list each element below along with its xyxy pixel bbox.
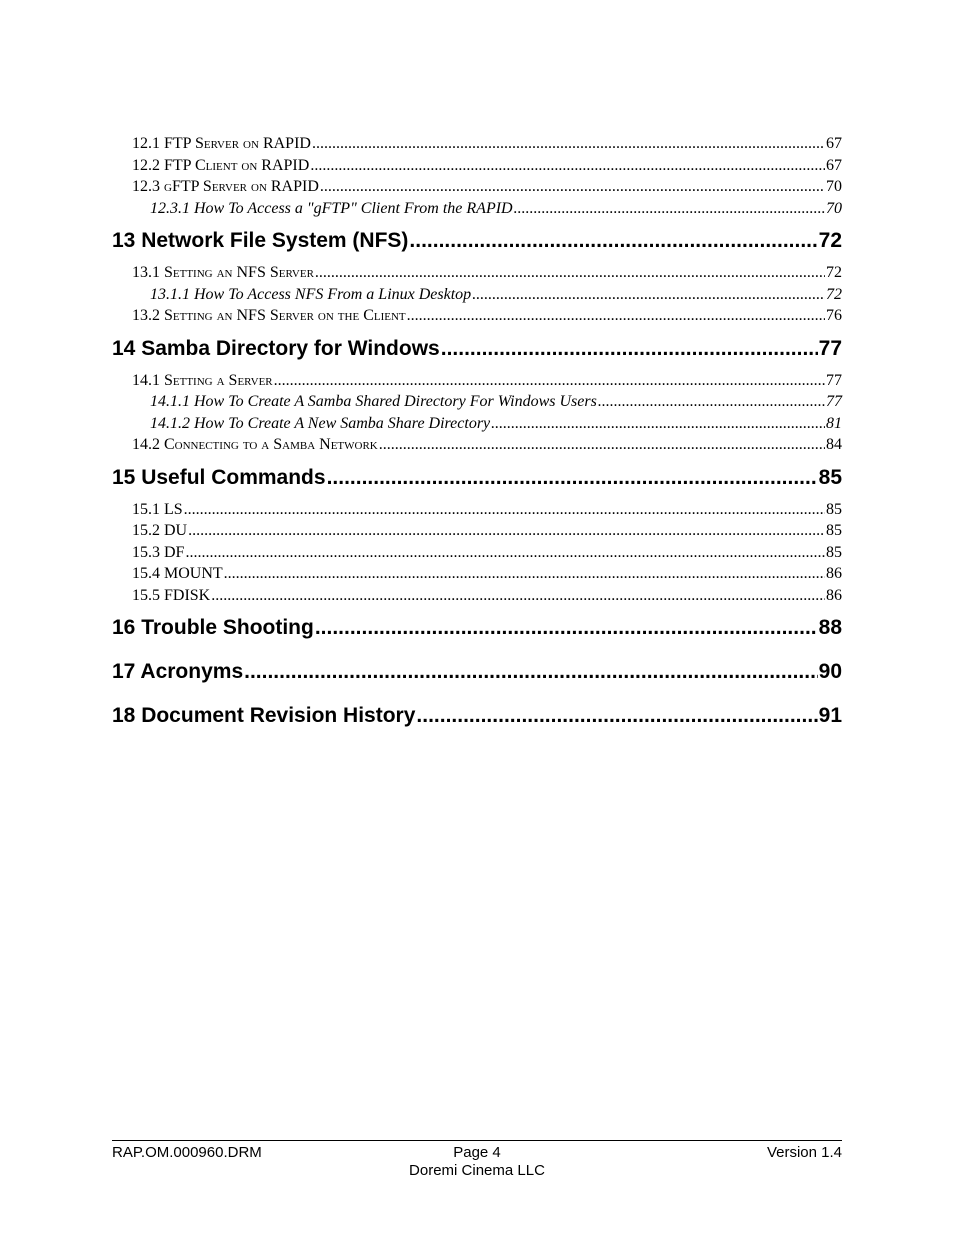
toc-entry-title: Setting an NFS Server xyxy=(164,264,314,281)
toc-entry-number: 15.4 xyxy=(132,565,160,582)
dot-leader xyxy=(211,585,825,607)
toc-entry-14-2[interactable] xyxy=(112,434,842,456)
toc-heading-page: 85 xyxy=(818,465,842,489)
toc-entry-title: Connecting to a Samba Network xyxy=(164,436,378,453)
footer-center xyxy=(112,1144,842,1180)
dot-leader xyxy=(514,198,825,220)
toc-heading-13[interactable] xyxy=(112,227,842,255)
toc-entry-page: 85 xyxy=(826,500,842,518)
toc-entry-number: 15.1 xyxy=(132,500,160,518)
toc-entry-number: 15.5 xyxy=(132,586,160,604)
toc-entry-15-3[interactable] xyxy=(112,542,842,564)
footer-document-id: RAP.OM.000960.DRM xyxy=(112,1144,262,1161)
dot-leader xyxy=(224,563,825,585)
toc-entry-title: FDISK xyxy=(164,586,211,604)
toc-heading-page: 77 xyxy=(818,336,842,360)
toc-heading-title: 14 Samba Directory for Windows xyxy=(112,336,440,360)
toc-entry-page: 72 xyxy=(826,264,842,281)
toc-entry-title: 14.1.2 How To Create A New Samba Share Directory xyxy=(150,414,491,432)
toc-heading-page: 72 xyxy=(818,229,842,252)
toc-entry-number: 14.1 xyxy=(132,371,160,389)
toc-entry-title: 12.3.1 How To Access a "gFTP" Client From the RAPID xyxy=(150,199,513,217)
toc-entry-title: FTP Server on RAPID xyxy=(164,135,311,152)
toc-entry-title: Setting an NFS Server on the Client xyxy=(164,307,406,324)
dot-leader xyxy=(312,133,825,155)
toc-entry-title: FTP Client on RAPID xyxy=(164,156,310,174)
dot-leader xyxy=(598,391,825,413)
toc-entry-number: 13.2 xyxy=(132,307,160,324)
toc-entry-page: 70 xyxy=(826,178,842,195)
toc-entry-12-1[interactable] xyxy=(112,133,842,155)
dot-leader xyxy=(310,155,825,177)
dot-leader xyxy=(188,520,825,542)
toc-entry-page: 77 xyxy=(826,371,842,389)
toc-entry-13-2[interactable] xyxy=(112,305,842,327)
toc-entry-title: MOUNT xyxy=(164,565,223,582)
toc-heading-title: 17 Acronyms xyxy=(112,660,244,683)
toc-entry-page: 67 xyxy=(826,135,842,152)
dot-leader xyxy=(185,542,825,564)
toc-entry-14-1-2[interactable] xyxy=(112,413,842,435)
toc-heading-title: 13 Network File System (NFS) xyxy=(112,229,409,252)
toc-entry-13-1[interactable] xyxy=(112,262,842,284)
toc-entry-15-5[interactable] xyxy=(112,585,842,607)
toc-entry-title: Setting a Server xyxy=(164,371,273,389)
dot-leader xyxy=(315,262,825,284)
dot-leader xyxy=(379,434,825,456)
toc-entry-title: LS xyxy=(164,500,183,518)
dot-leader xyxy=(441,335,818,363)
toc-entry-page: 77 xyxy=(826,393,842,410)
toc-entry-title: DU xyxy=(164,522,188,539)
dot-leader xyxy=(407,305,825,327)
toc-entry-page: 84 xyxy=(826,436,842,453)
toc-entry-12-3[interactable] xyxy=(112,176,842,198)
dot-leader xyxy=(491,413,825,435)
toc-entry-15-1[interactable] xyxy=(112,499,842,521)
toc-heading-17[interactable] xyxy=(112,658,842,686)
toc-heading-page: 88 xyxy=(818,616,842,639)
dot-leader xyxy=(274,370,825,392)
toc-entry-number: 12.1 xyxy=(132,135,160,152)
toc-entry-number: 13.1 xyxy=(132,264,160,281)
toc-entry-page: 70 xyxy=(826,199,842,217)
table-of-contents xyxy=(112,133,842,730)
dot-leader xyxy=(409,227,817,255)
toc-entry-page: 86 xyxy=(826,565,842,582)
toc-heading-title: 16 Trouble Shooting xyxy=(112,616,314,639)
toc-entry-title: DF xyxy=(164,543,185,561)
toc-heading-title: 15 Useful Commands xyxy=(112,465,326,489)
dot-leader xyxy=(327,464,818,492)
toc-heading-15[interactable] xyxy=(112,464,842,492)
page-footer xyxy=(112,1140,842,1179)
toc-heading-14[interactable] xyxy=(112,335,842,363)
dot-leader xyxy=(184,499,825,521)
toc-entry-page: 85 xyxy=(826,543,842,561)
footer-page-number: Page 4 xyxy=(453,1144,501,1161)
toc-heading-page: 91 xyxy=(818,704,842,727)
dot-leader xyxy=(416,702,817,730)
toc-entry-number: 14.2 xyxy=(132,436,160,453)
toc-entry-title: gFTP Server on RAPID xyxy=(164,178,319,195)
dot-leader xyxy=(244,658,818,686)
toc-entry-page: 67 xyxy=(826,156,842,174)
dot-leader xyxy=(315,614,818,642)
footer-company: Doremi Cinema LLC xyxy=(409,1162,545,1179)
dot-leader xyxy=(320,176,825,198)
toc-entry-page: 76 xyxy=(826,307,842,324)
toc-entry-15-2[interactable] xyxy=(112,520,842,542)
toc-entry-number: 12.2 xyxy=(132,156,160,174)
toc-entry-title: 13.1.1 How To Access NFS From a Linux Desktop xyxy=(150,285,472,303)
toc-heading-16[interactable] xyxy=(112,614,842,642)
toc-heading-18[interactable] xyxy=(112,702,842,730)
toc-entry-number: 15.2 xyxy=(132,522,160,539)
toc-entry-13-1-1[interactable] xyxy=(112,284,842,306)
toc-entry-15-4[interactable] xyxy=(112,563,842,585)
toc-entry-page: 85 xyxy=(826,522,842,539)
footer-version: Version 1.4 xyxy=(766,1144,842,1161)
toc-entry-page: 86 xyxy=(826,586,842,604)
toc-entry-12-3-1[interactable] xyxy=(112,198,842,220)
dot-leader xyxy=(472,284,825,306)
toc-heading-page: 90 xyxy=(818,660,842,683)
toc-entry-number: 12.3 xyxy=(132,178,160,195)
toc-entry-14-1-1[interactable] xyxy=(112,391,842,413)
toc-entry-title: 14.1.1 How To Create A Samba Shared Directory For Windows Users xyxy=(150,393,597,410)
toc-entry-number: 15.3 xyxy=(132,543,160,561)
toc-entry-page: 81 xyxy=(826,414,842,432)
toc-entry-12-2[interactable] xyxy=(112,155,842,177)
toc-entry-14-1[interactable] xyxy=(112,370,842,392)
toc-heading-title: 18 Document Revision History xyxy=(112,704,416,727)
toc-entry-page: 72 xyxy=(826,285,842,303)
